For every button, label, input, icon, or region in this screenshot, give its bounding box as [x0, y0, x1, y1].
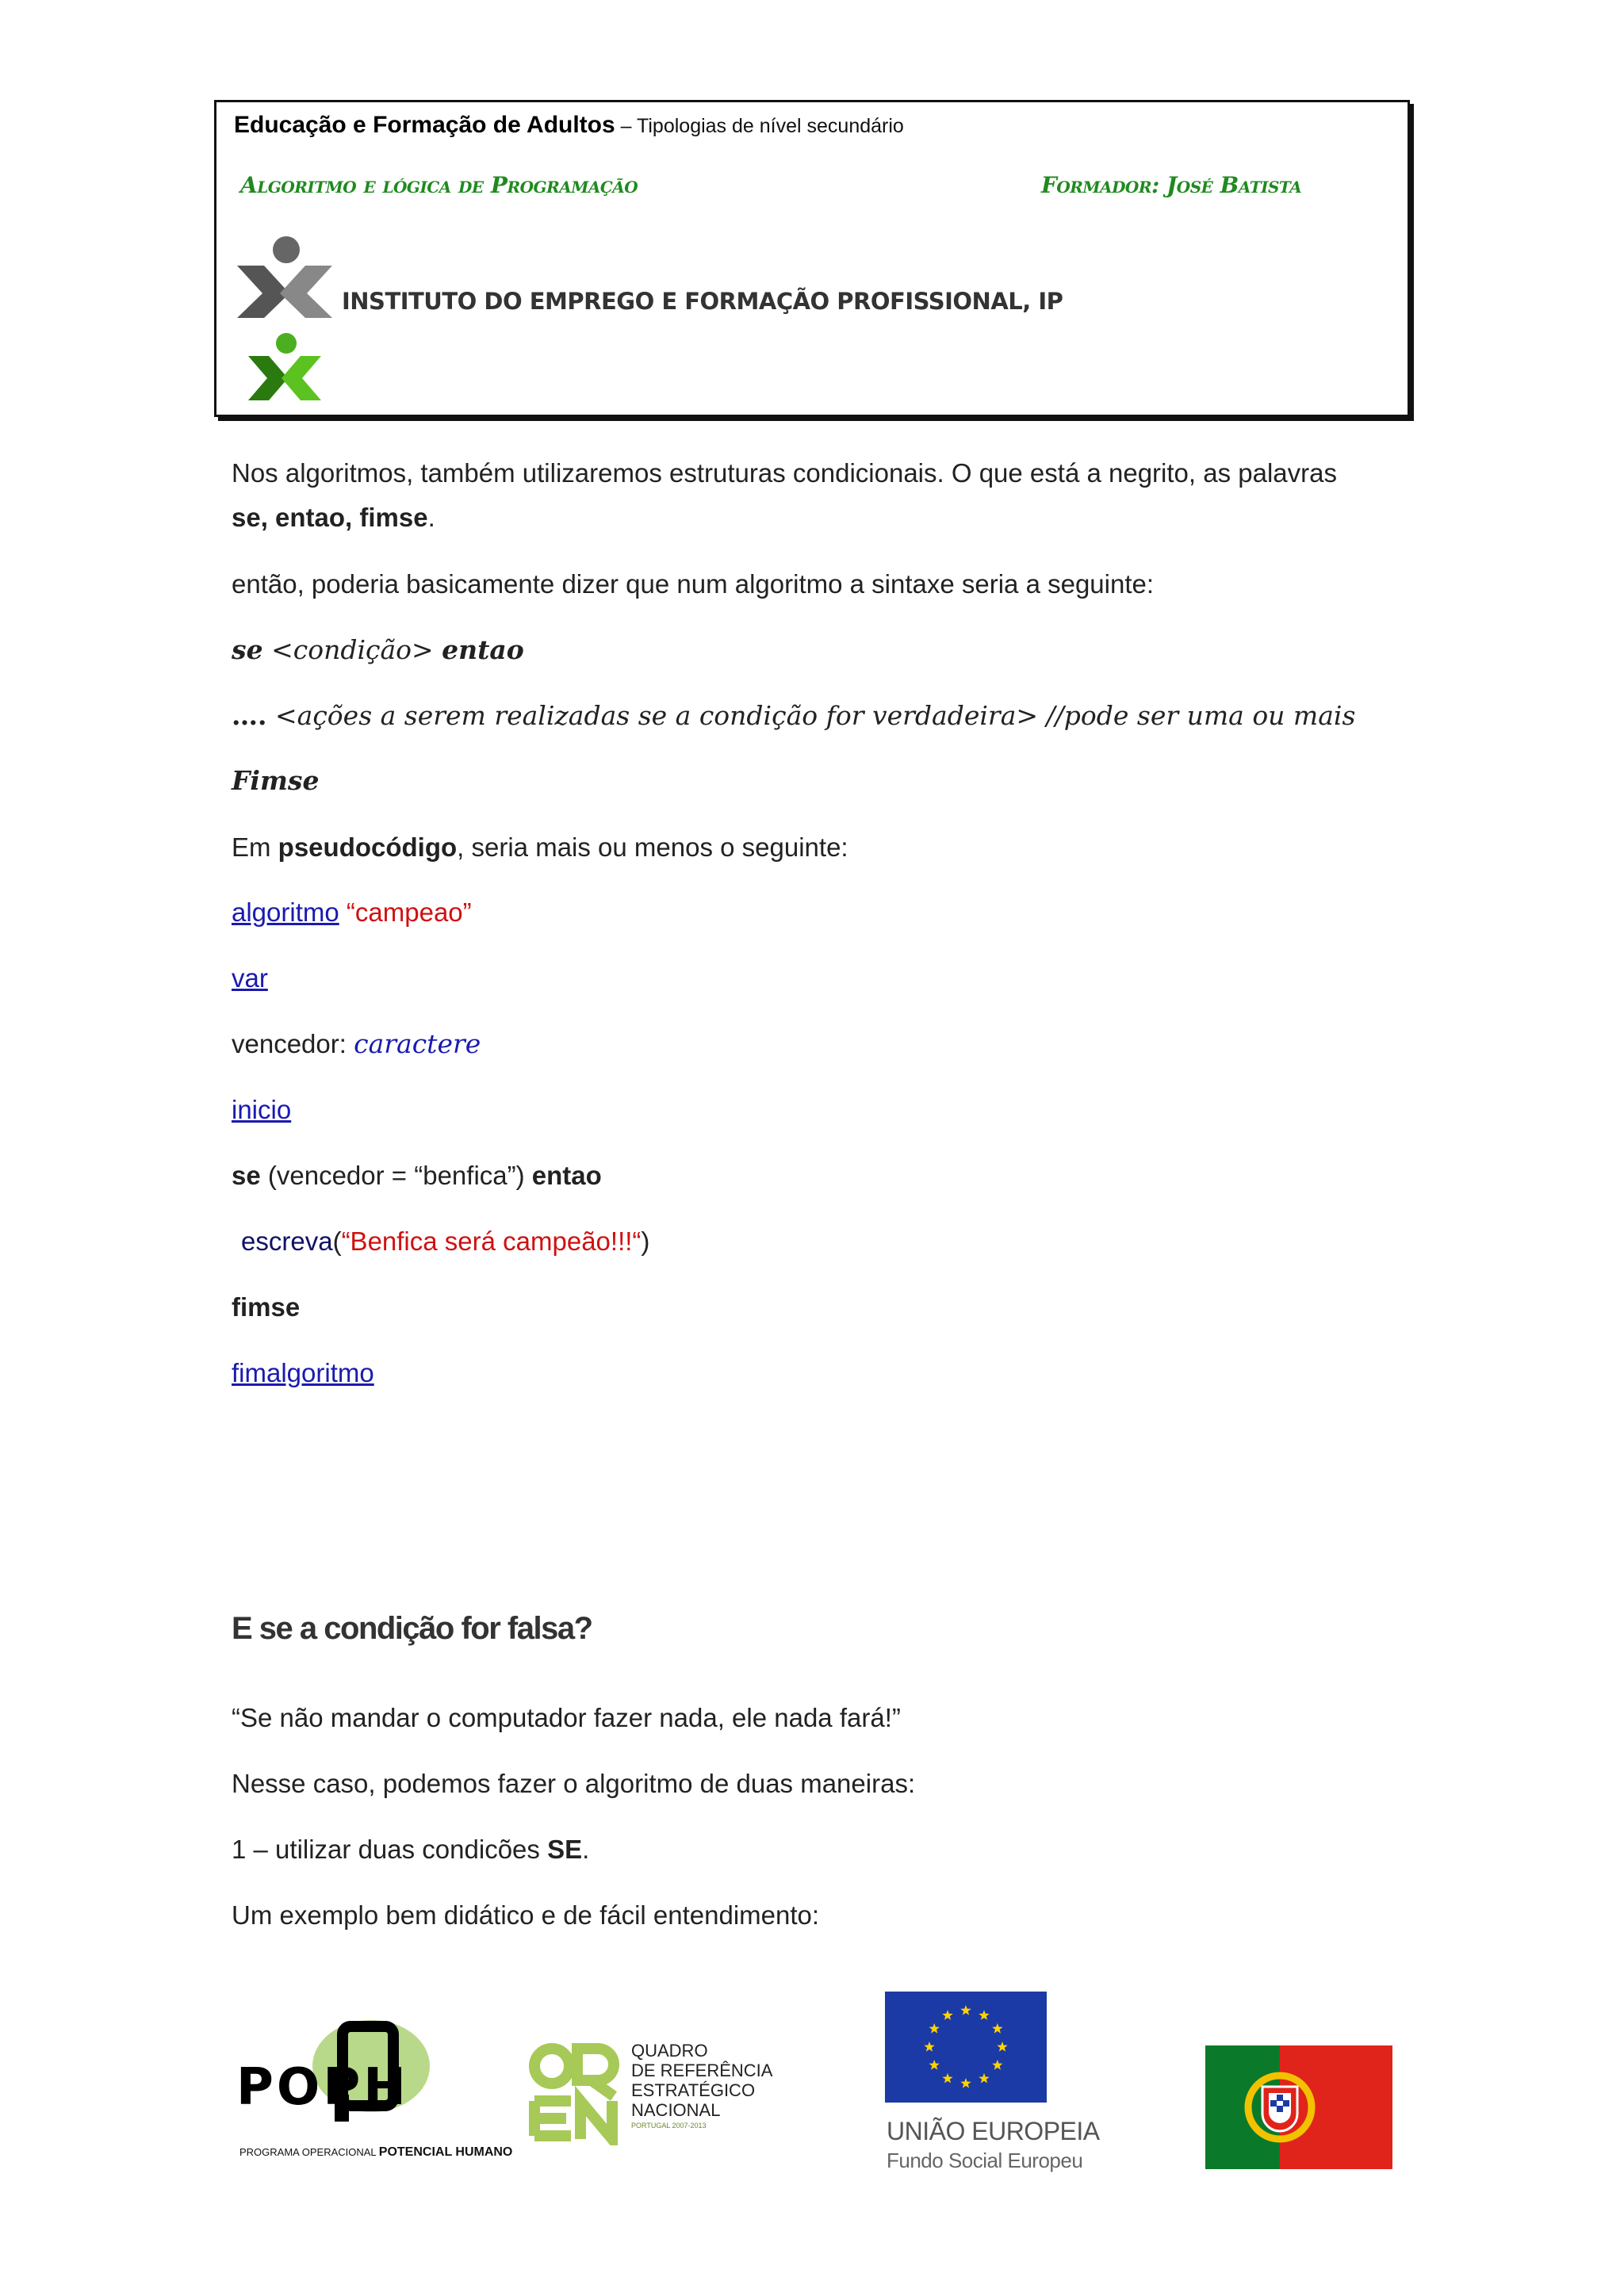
qren-line-2: DE REFERÊNCIA [631, 2061, 773, 2080]
two-conditions-text: 1 – utilizar duas condicões [232, 1835, 548, 1864]
portugal-flag [1205, 2045, 1392, 2169]
period-2: . [582, 1835, 590, 1864]
course-name: Algoritmo e lógica de Programação [240, 172, 638, 198]
code-line-declaration [232, 1026, 481, 1062]
pseudocode-post: , seria mais ou menos o seguinte: [457, 832, 848, 862]
code-link-var[interactable]: var [232, 963, 268, 993]
poph-caption-a: PROGRAMA OPERACIONAL [239, 2146, 379, 2158]
qren-logo [528, 2039, 782, 2150]
poph-caption [239, 2145, 512, 2160]
code-link-algoritmo[interactable]: algoritmo [232, 897, 339, 927]
code-line-fimalgoritmo [232, 1355, 374, 1391]
header-title [234, 112, 904, 139]
syntax-keyword-se: se [232, 634, 263, 665]
syntax-line-actions [232, 698, 1355, 734]
poph-logo [236, 2017, 513, 2168]
syntax-dots: …. [232, 700, 267, 731]
paragraph-two-conditions [232, 1831, 589, 1868]
qren-text [631, 2041, 772, 2131]
eu-name: UNIÃO EUROPEIA [887, 2117, 1100, 2145]
syntax-line-fimse [232, 763, 319, 799]
code-link-fimalgoritmo[interactable]: fimalgoritmo [232, 1358, 374, 1387]
pseudocode-bold: pseudocódigo [278, 832, 458, 862]
code-line-var [232, 960, 268, 997]
document-header [214, 100, 1410, 417]
code-function-escreva: escreva [241, 1226, 333, 1256]
paragraph-intro-line2 [232, 499, 435, 536]
code-line-escreva [241, 1223, 649, 1260]
period: . [427, 503, 435, 532]
qren-line-1: QUADRO [631, 2041, 708, 2061]
syntax-keyword-fimse: Fimse [232, 765, 320, 796]
poph-caption-b: POTENCIAL HUMANO [378, 2145, 513, 2159]
code-keyword-fimse: fimse [232, 1292, 301, 1322]
qren-mark-icon [528, 2042, 623, 2145]
syntax-keyword-entao: entao [442, 634, 524, 665]
paragraph-pseudocode [232, 829, 848, 866]
code-line-algoritmo [232, 894, 472, 931]
qren-line-3: ESTRATÉGICO [631, 2080, 756, 2100]
eu-flag-icon [885, 1992, 1047, 2103]
eu-logo [882, 1992, 1100, 2174]
iefp-gray-figure-icon [232, 234, 335, 321]
code-keyword-se: se [232, 1161, 261, 1190]
header-title-main: Educação e Formação de Adultos [234, 112, 615, 138]
keyword-se-upper: SE [547, 1835, 583, 1864]
code-line-if [232, 1158, 602, 1194]
poph-letters: POPH [236, 2058, 409, 2117]
code-paren-close: ) [641, 1226, 650, 1256]
code-line-fimse [232, 1289, 300, 1326]
paragraph-syntax-intro: então, poderia basicamente dizer que num algoritmo a sintaxe seria a seguinte: [232, 569, 1155, 599]
syntax-actions-text: <ações a serem realizadas se a condição for verdadeira> //pode ser uma ou mais [266, 700, 1356, 731]
iefp-green-figure-icon [245, 332, 324, 404]
code-line-inicio [232, 1092, 291, 1128]
institute-name: INSTITUTO DO EMPREGO E FORMAÇÃO PROFISSIONAL, IP [342, 288, 1063, 315]
portugal-flag-icon [1205, 2045, 1392, 2169]
syntax-line-if [232, 632, 524, 668]
header-title-sub: – Tipologias de nível secundário [615, 115, 904, 137]
paragraph-example: Um exemplo bem didático e de fácil entendimento: [232, 1900, 820, 1930]
code-keyword-entao: entao [531, 1161, 602, 1190]
code-condition: (vencedor = “benfica”) [260, 1161, 532, 1190]
code-declaration-type: caractere [354, 1028, 481, 1059]
trainer-name: Formador: José Batista [1041, 172, 1302, 198]
section-heading: E se a condição for falsa? [232, 1611, 592, 1646]
pseudocode-pre: Em [232, 832, 278, 862]
code-paren-open: ( [332, 1226, 342, 1256]
code-string-output: “Benfica será campeão!!!“ [341, 1226, 642, 1256]
qren-line-4: NACIONAL [631, 2100, 721, 2120]
paragraph-intro-line1: Nos algoritmos, também utilizaremos estruturas condicionais. O que está a negrito, as palavras [232, 458, 1337, 488]
keywords-bold: se, entao, fimse [232, 503, 428, 532]
paragraph-two-ways: Nesse caso, podemos fazer o algoritmo de duas maneiras: [232, 1769, 916, 1798]
paragraph-quote: “Se não mandar o computador fazer nada, ele nada fará!” [232, 1703, 901, 1732]
code-link-inicio[interactable]: inicio [232, 1095, 292, 1124]
eu-fund-name: Fundo Social Europeu [887, 2149, 1083, 2172]
syntax-condition: <condição> [262, 634, 442, 665]
qren-line-5: PORTUGAL 2007-2013 [631, 2122, 707, 2130]
code-algorithm-name: “campeao” [339, 897, 472, 927]
code-declaration-name: vencedor: [232, 1029, 354, 1058]
